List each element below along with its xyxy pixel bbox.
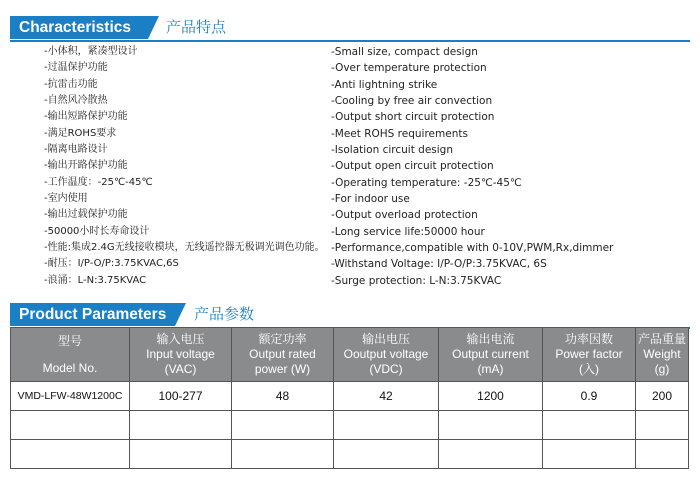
- feature-cn-item: -工作温度：-25℃-45℃: [44, 176, 153, 188]
- model-cell: VMD-LFW-48W1200C: [11, 382, 130, 411]
- feature-en-item: -Small size, compact design: [331, 46, 478, 58]
- column-header-cn: 产品重量: [638, 332, 687, 346]
- feature-en-item: -Anti lightning strike: [331, 78, 438, 91]
- feature-en-item: -For indoor use: [331, 193, 410, 206]
- value-cell: [130, 411, 232, 440]
- column-header: [636, 328, 689, 382]
- feature-cn-item: -过温保护功能: [44, 62, 108, 74]
- value-cell: [334, 440, 439, 469]
- feature-cn-item: -小体积，紧凑型设计: [44, 46, 138, 57]
- column-header: [439, 328, 543, 382]
- parameters-title-cn: 产品参数: [194, 305, 255, 323]
- table-body: [11, 382, 689, 469]
- model-cell: [11, 440, 130, 469]
- column-header: [334, 328, 439, 382]
- column-header-unit: (g): [654, 362, 670, 376]
- value-cell: 48: [232, 382, 334, 411]
- feature-en-item: -Performance,compatible with 0-10V,PWM,Rx,dimmer: [331, 242, 614, 255]
- value-cell: 1200: [439, 382, 543, 411]
- column-header-en: Ooutput voltage: [343, 347, 429, 361]
- features-list-en: [331, 44, 613, 289]
- value-cell: 200: [636, 382, 689, 411]
- value-cell: 42: [334, 382, 439, 411]
- feature-en-item: -Cooling by free air convection: [331, 95, 493, 108]
- feature-cn-item: -输出短路保护功能: [44, 111, 128, 123]
- feature-cn-item: -隔离电路设计: [44, 144, 108, 156]
- table-row: [11, 411, 689, 440]
- features-list-cn: [44, 44, 325, 289]
- feature-en-item: -Output overload protection: [331, 209, 478, 222]
- column-header-cn: 额定功率: [258, 332, 307, 346]
- feature-cn-item: -自然风冷散热: [44, 95, 108, 107]
- table-row: [11, 382, 689, 411]
- column-header: [232, 328, 334, 382]
- column-header-en: Output rated: [249, 347, 316, 361]
- column-header: [11, 328, 130, 382]
- parameters-header: [10, 303, 690, 329]
- feature-cn-item: -室内使用: [44, 193, 88, 205]
- characteristics-title-cn: 产品特点: [166, 18, 227, 36]
- column-header-en: Input voltage: [146, 347, 215, 361]
- feature-en-item: -Surge protection: L-N:3.75KVAC: [331, 274, 502, 287]
- feature-cn-item: -耐压：I/P-O/P:3.75KVAC,6S: [44, 258, 179, 270]
- feature-en-item: -Isolation circuit design: [331, 144, 453, 157]
- characteristics-title: Characteristics: [10, 16, 148, 39]
- feature-en-item: -Meet ROHS requirements: [331, 127, 468, 140]
- column-header: [130, 328, 232, 382]
- feature-cn-item: -浪涌：L-N:3.75KVAC: [44, 274, 147, 286]
- characteristics-divider: [10, 40, 690, 42]
- feature-en-item: -Withstand Voltage: I/P-O/P:3.75KVAC, 6S: [331, 258, 547, 271]
- value-cell: [439, 440, 543, 469]
- feature-cn-item: -输出开路保护功能: [44, 160, 128, 172]
- feature-cn-item: -性能:集成2.4G无线接收模块，无线遥控器无极调光调色功能。: [44, 242, 325, 254]
- characteristics-header: [10, 16, 690, 42]
- column-header-unit: (入): [579, 362, 599, 376]
- column-header-cn: 功率因数: [564, 332, 613, 346]
- column-header: [543, 328, 636, 382]
- column-header-cn: 输入电压: [156, 332, 205, 346]
- value-cell: [439, 411, 543, 440]
- column-header-en: Weight: [643, 347, 681, 361]
- column-header-en: Output current: [452, 347, 529, 361]
- value-cell: [130, 440, 232, 469]
- feature-en-item: -Output open circuit protection: [331, 160, 494, 173]
- feature-cn-item: -输出过载保护功能: [44, 209, 128, 221]
- feature-en-item: -Operating temperature: -25℃-45℃: [331, 176, 522, 189]
- column-header-unit: (VAC): [164, 362, 197, 376]
- value-cell: [334, 411, 439, 440]
- feature-cn-item: -满足ROHS要求: [44, 127, 117, 139]
- feature-cn-item: -抗雷击功能: [44, 78, 98, 90]
- value-cell: [232, 411, 334, 440]
- column-header-en: Power factor: [555, 347, 623, 361]
- feature-cn-item: -50000小时长寿命设计: [44, 225, 150, 237]
- parameters-title: Product Parameters: [10, 303, 175, 326]
- feature-en-item: -Output short circuit protection: [331, 111, 495, 124]
- model-cell: [11, 411, 130, 440]
- value-cell: [636, 411, 689, 440]
- value-cell: 100-277: [130, 382, 232, 411]
- column-header-en: Model No.: [42, 360, 98, 375]
- value-cell: [543, 440, 636, 469]
- table-row: [11, 440, 689, 469]
- value-cell: 0.9: [543, 382, 636, 411]
- column-header-cn: 型号: [57, 333, 82, 348]
- column-header-unit: power (W): [254, 362, 311, 376]
- value-cell: [543, 411, 636, 440]
- feature-en-item: -Long service life:50000 hour: [331, 225, 485, 238]
- column-header-cn: 输出电流: [466, 332, 515, 346]
- parameters-table: [10, 327, 689, 469]
- table-header-row: [11, 328, 689, 382]
- value-cell: [232, 440, 334, 469]
- column-header-unit: (VDC): [369, 362, 403, 376]
- feature-en-item: -Over temperature protection: [331, 62, 487, 75]
- column-header-unit: (mA): [477, 362, 504, 376]
- column-header-cn: 输出电压: [361, 332, 410, 346]
- value-cell: [636, 440, 689, 469]
